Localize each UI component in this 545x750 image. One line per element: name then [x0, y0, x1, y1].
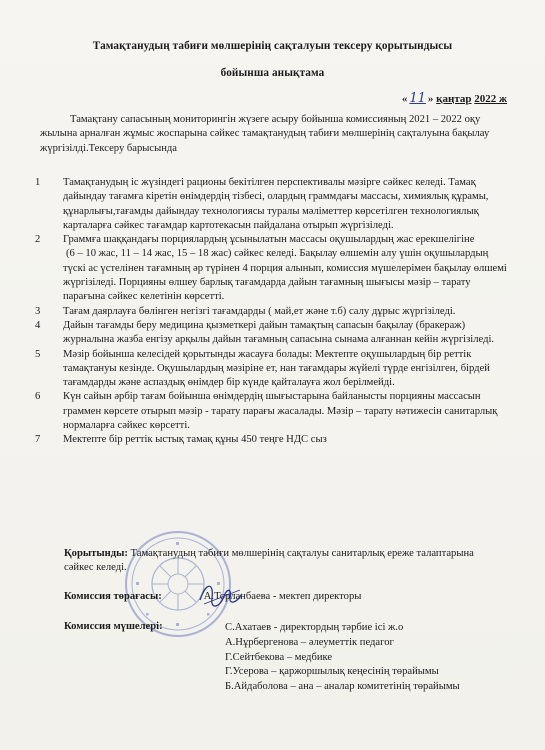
item-text: Күн сайын әрбір тағам бойынша өнімдердің шығыстарына байланысты порцияны массасын граммен көрсете отырып мәзір - тарату парағы жасалады. Мәзір – тарату нәтижесін санитарлық нормаларға сәйкес көрсетті.: [63, 391, 498, 432]
date-month: қаңтар: [436, 93, 472, 105]
conclusion-text: Тамақтанудың табиғи мөлшерінің сақталуы санитарлық ереже талаптарына сәйкес келеді.: [64, 548, 474, 574]
list-item: [15, 176, 510, 233]
item-number: 2: [35, 234, 41, 246]
chair-name: А.Торланбаева - мектеп директоры: [203, 591, 362, 602]
list-item: [15, 433, 510, 447]
document-title-line1: Тамақтанудың табиғи мөлшерінің сақталуын тексеру қорытындысы: [92, 40, 453, 52]
list-item: [15, 233, 510, 304]
list-item: [15, 319, 510, 348]
conclusion-label: Қорытынды:: [64, 548, 128, 559]
item-text: Мектепте бір реттік ыстық тамақ құны 450 теңге НДС сыз: [63, 434, 327, 446]
members-list: [225, 621, 535, 695]
item-text: Дайын тағамды беру медицина қызметкері дайын тамақтың сапасын бақылау (бракераж) журналына жазба енгізу арқылы дайын тағамның сапасына сынама алғаннан кейін жүргізіледі.: [63, 319, 495, 346]
item-number: 6: [35, 391, 41, 403]
item-number: 3: [35, 305, 41, 317]
members-label: Комиссия мүшелері:: [64, 621, 163, 632]
chair-label: Комиссия төрағасы:: [64, 591, 162, 602]
list-item: [15, 348, 510, 391]
list-item: [15, 305, 510, 319]
item-text: Тағам даярлауға бөлінген негізгі тағамдарды ( май,ет және т.б) салу дұрыс жүргізіледі.: [63, 305, 456, 317]
date-close-quote: »: [427, 93, 434, 105]
intro-text: Тамақтану сапасының мониторингін жүзеге асыру бойынша комиссияның 2021 – 2022 оқу жылына арналған жұмыс жоспарына сәйкес тамақтанудың табиғи мөлшерінің сақталуына бақылау жүргізілді.Тексеру барысында: [40, 114, 490, 154]
member-item: С.Ахатаев - директордың тәрбие ісі ж.о: [225, 622, 404, 633]
date-day: 11: [409, 91, 426, 106]
document-title-line2: бойынша анықтама: [220, 67, 325, 79]
findings-list: [15, 176, 510, 448]
member-item: А.Нұрбергенова – әлеуметтік педагог: [225, 636, 394, 648]
commission-chair: [64, 590, 524, 604]
item-number: 7: [35, 434, 41, 446]
item-text-continued: (6 – 10 жас, 11 – 14 жас, 15 – 18 жас) сәйкес келеді. Бақылау өлшемін алу үшін оқушылардың түскі ас үстелінен тағамның әр түрінен 4 порция алынып, комиссия мүшелерімен бақылау өлшемі жүргізіледі. Порцияны өлшеу барлық тағамдарда дайын тағамның шығысы мәзір – тарату парағына сәйкес келетінін көрсетті.: [63, 248, 507, 303]
item-number: 5: [35, 348, 41, 360]
item-number: 1: [35, 177, 41, 188]
intro-paragraph: [40, 113, 520, 156]
member-item: Г.Сейтбекова – медбике: [225, 651, 333, 663]
list-item: [15, 390, 510, 433]
item-text: Тамақтанудың іс жүзіндегі рационы бекітілген перспективалы мәзірге сәйкес келеді. Тамақ дайындау тағамға кіретін өнімдердің тізбесі, олардың граммдағы массасы, химиялық құрамы, құнарлығы,тағамды дайындау технологиясы туралы мәліметтер көрсетілген технологиялық карталарға сәйкес тағамдар картотекасын пайдалана отырып жүргізіледі.: [63, 177, 489, 231]
date-line: [402, 91, 507, 106]
item-number: 4: [35, 319, 41, 331]
date-open-quote: «: [401, 93, 408, 105]
member-item: Г.Усерова – қаржоршылық кеңесінің төрайымы: [225, 666, 439, 678]
conclusion: [64, 547, 504, 576]
signature-mark: [196, 578, 246, 614]
member-item: Б.Айдаболова – ана – аналар комитетінің төрайымы: [225, 681, 460, 693]
item-text: Мәзір бойынша келесідей қорытынды жасауға болады: Мектепте оқушылардың бір реттік тамақтануы кезінде. Оқушылардың мәзіріне ет, нан тағамдары жүйелі түрде енгізілген, бірдей тағамдарды және аспаздық өнімдер бір күнде қайталауға жол берілмейді.: [63, 348, 490, 389]
date-year: 2022 ж: [474, 93, 507, 105]
item-text: Граммға шаққандағы порциялардың ұсынылатын массасы оқушылардың жас ерекшелігіне: [63, 234, 475, 246]
